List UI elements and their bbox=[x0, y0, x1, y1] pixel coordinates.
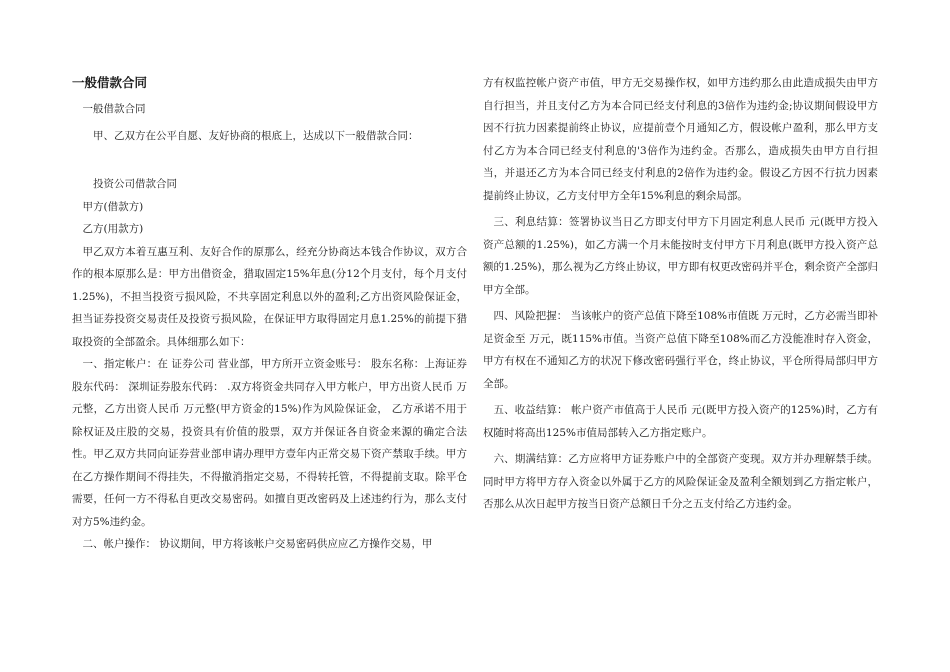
subtitle-paragraph: 一般借款合同 bbox=[82, 103, 146, 115]
clause-3-interest: 三、利息结算：签署协议当日乙方即支付甲方下月固定利息人民币 元(既甲方投入资产总额的1.25%)，如乙方满一个月未能按时支付甲方下月利息(既甲方投入资产总额的1.25%)，那么视为乙方终止协议，甲方即有权更改密码并平仓，剩余资产全部归甲方全部。 bbox=[483, 216, 878, 296]
clause-4-risk: 四、风险把握： 当该帐户的资产总值下降至108%市值既 万元时，乙方必需当即补足资金至 万元，既115%市值。当资产总值下降至108%而乙方没能准时存入资金，甲方有权在不通知乙方的状况下修改密码强行平仓，终止协议，平仓所得局部归甲方全部。 bbox=[483, 310, 878, 390]
right-column bbox=[483, 72, 878, 516]
clause-6-expiry: 六、期满结算：乙方应将甲方证券账户中的全部资产变现。双方并办理解禁手续。同时甲方将甲方存入资金以外属于乙方的风险保证金及盈利全额划到乙方指定帐户，否那么从次日起甲方按当日资产总额日千分之五支付给乙方违约金。 bbox=[483, 453, 878, 510]
intro-paragraph: 甲、乙双方在公平自愿、友好协商的根底上，达成以下一般借款合同： bbox=[93, 129, 419, 142]
clause-1-account: 一、指定帐户：在 证券公司 营业部，甲方所开立资金账号： 股东名称：上海证券股东代码： 深圳证券股东代码： .双方将资金共同存入甲方帐户，甲方出资人民币 万元整，乙方出资人民币 万元整(甲方资金的15%)作为风险保证金， 乙方承诺不用于除权证及庄股的交易，投资具有价值的股票，双方并保证各自资金来源的确定合法性。甲乙双方共同向证券营业部申请办理甲方壹年内正常交易下资产禁取手续。甲方在乙方操作期间不得挂失，不得撤消指定交易，不得转托管，不得提前支取。除平仓需要，任何一方不得私自更改交易密码。如擅自更改密码及上述违约行为，那么支付对方5%违约金。 bbox=[72, 358, 467, 528]
clause-2-continued: 方有权监控帐户资产市值，甲方无交易操作权，如甲方违约那么由此造成损失由甲方自行担当，并且支付乙方为本合同已经支付利息的3倍作为违约金;协议期间假设甲方因不行抗力因素提前终止协议，应提前壹个月通知乙方，假设帐户盈利，那么甲方支付乙方为本合同已经支付利息的'3倍作为违约金。否那么，造成损失由甲方自行担当，并退还乙方为本合同已经支付利息的2倍作为违约金。假设乙方因不行抗力因素提前终止协议，乙方支付甲方全年15%利息的剩余局部。 bbox=[483, 77, 878, 202]
blank-line bbox=[72, 147, 467, 169]
contract-heading: 投资公司借款合同 bbox=[93, 178, 177, 190]
principles-paragraph: 甲乙双方本着互惠互利、友好合作的原那么，经充分协商达本钱合作协议，双方合作的根本原那么是：甲方出借资金，猎取固定15%年息(分12个月支付，每个月支付1.25%)，不担当投资亏损风险，不共享固定利息以外的盈利;乙方出资风险保证金，担当证券投资交易责任及投资亏损风险，在保证甲方取得固定月息1.25%的前提下猎取投资的全部盈余。具体细那么如下： bbox=[72, 245, 467, 348]
document-title: 一般借款合同 bbox=[72, 75, 148, 90]
party-a: 甲方(借款方) bbox=[82, 200, 144, 213]
party-b: 乙方(用款方) bbox=[82, 223, 144, 235]
clause-5-profit: 五、收益结算： 帐户资产市值高于人民币 元(既甲方投入资产的125%)时，乙方有权随时将高出125%市值局部转入乙方指定账户。 bbox=[483, 404, 878, 439]
clause-2-operation: 二、帐户操作： 协议期间，甲方将该帐户交易密码供应应乙方操作交易，甲 bbox=[82, 538, 433, 550]
left-column bbox=[72, 72, 467, 556]
